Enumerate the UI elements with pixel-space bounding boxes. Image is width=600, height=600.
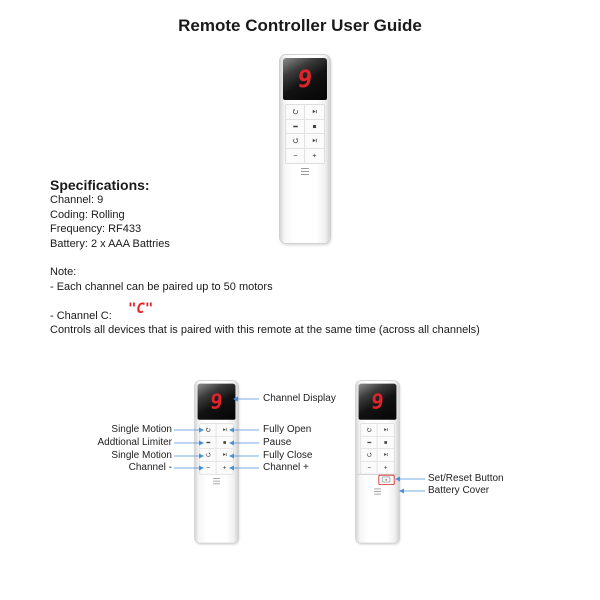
label-fully-open: Fully Open <box>263 424 312 435</box>
channel-plus-button <box>305 149 324 164</box>
skip-forward-icon <box>383 427 389 433</box>
button-pad <box>285 104 325 164</box>
rotate-ccw-icon <box>366 427 372 433</box>
page-title: Remote Controller User Guide <box>178 16 422 35</box>
label-additional-limiter: Addtional Limiter <box>97 437 172 448</box>
speaker-grille-icon <box>374 489 381 496</box>
minus-icon <box>366 465 372 471</box>
note-channel-c-label: - Channel C: <box>50 310 112 322</box>
label-battery-cover: Battery Cover <box>428 485 490 496</box>
fully-open-button <box>378 424 394 436</box>
channel-digit: 9 <box>209 389 224 414</box>
spec-frequency: Frequency: RF433 <box>50 223 142 235</box>
single-motion-button <box>361 424 377 436</box>
single-motion-reverse-button <box>361 449 377 461</box>
pause-button <box>378 436 394 448</box>
note-heading: Note: <box>50 266 77 278</box>
channel-display <box>283 58 327 100</box>
rotate-cw-icon <box>366 452 372 458</box>
stop-icon <box>311 123 318 130</box>
additional-limiter-button <box>200 436 216 448</box>
button-pad <box>360 423 394 475</box>
channel-digit: 9 <box>370 389 385 414</box>
channel-plus-button <box>217 461 233 473</box>
fully-open-button <box>217 424 233 436</box>
pause-button <box>305 120 324 135</box>
fully-close-button <box>378 449 394 461</box>
stop-icon <box>222 439 228 445</box>
fully-close-button <box>217 449 233 461</box>
spec-battery: Battery: 2 x AAA Battries <box>50 237 170 250</box>
skip-forward-icon <box>311 108 318 115</box>
rotate-cw-icon <box>292 137 299 144</box>
label-single-motion-2: Single Motion <box>111 450 172 461</box>
single-motion-button <box>200 424 216 436</box>
specifications-list <box>50 193 170 251</box>
label-channel-minus: Channel - <box>128 462 172 473</box>
minus-icon <box>292 152 299 159</box>
channel-minus-button <box>286 149 305 164</box>
spec-channel: Channel: 9 <box>50 194 104 206</box>
remote-main-image <box>280 55 330 243</box>
label-fully-close: Fully Close <box>263 450 313 461</box>
label-pause: Pause <box>263 437 292 448</box>
limiter-icon <box>292 123 299 130</box>
label-set-reset-button: Set/Reset Button <box>428 473 504 484</box>
label-single-motion: Single Motion <box>111 424 172 435</box>
channel-display <box>359 384 397 420</box>
plus-icon <box>222 465 228 471</box>
rotate-cw-icon <box>205 452 211 458</box>
channel-digit: 9 <box>296 65 314 93</box>
skip-forward-icon <box>311 137 318 144</box>
single-motion-button <box>286 105 305 120</box>
channel-display <box>198 384 236 420</box>
fully-open-button <box>305 105 324 120</box>
label-channel-plus: Channel + <box>263 462 309 473</box>
note-pairing: - Each channel can be paired up to 50 motors <box>50 281 273 293</box>
speaker-grille-icon <box>213 478 220 485</box>
rotate-ccw-icon <box>205 427 211 433</box>
plus-icon <box>383 465 389 471</box>
additional-limiter-button <box>286 120 305 135</box>
note-channel-c-description: Controls all devices that is paired with this remote at the same time (across all channels) <box>50 324 480 336</box>
skip-forward-icon <box>222 427 228 433</box>
set-reset-highlight <box>378 475 394 485</box>
remote-button-diagram <box>195 381 238 543</box>
specifications-heading: Specifications: <box>50 177 150 193</box>
button-pad <box>199 423 233 475</box>
minus-icon <box>205 465 211 471</box>
limiter-icon <box>205 439 211 445</box>
single-motion-reverse-button <box>286 134 305 149</box>
rotate-ccw-icon <box>292 108 299 115</box>
single-motion-reverse-button <box>200 449 216 461</box>
plus-icon <box>311 152 318 159</box>
skip-forward-icon <box>383 452 389 458</box>
limiter-icon <box>366 439 372 445</box>
label-channel-display: Channel Display <box>263 393 336 404</box>
fully-close-button <box>305 134 324 149</box>
remote-reset-diagram <box>356 381 399 543</box>
spec-coding: Coding: Rolling <box>50 208 125 221</box>
channel-minus-button <box>200 461 216 473</box>
additional-limiter-button <box>361 436 377 448</box>
channel-plus-button <box>378 461 394 473</box>
skip-forward-icon <box>222 452 228 458</box>
pause-button <box>217 436 233 448</box>
channel-c-symbol: "C" <box>128 301 154 317</box>
speaker-grille-icon <box>301 168 309 176</box>
channel-minus-button <box>361 461 377 473</box>
stop-icon <box>383 439 389 445</box>
